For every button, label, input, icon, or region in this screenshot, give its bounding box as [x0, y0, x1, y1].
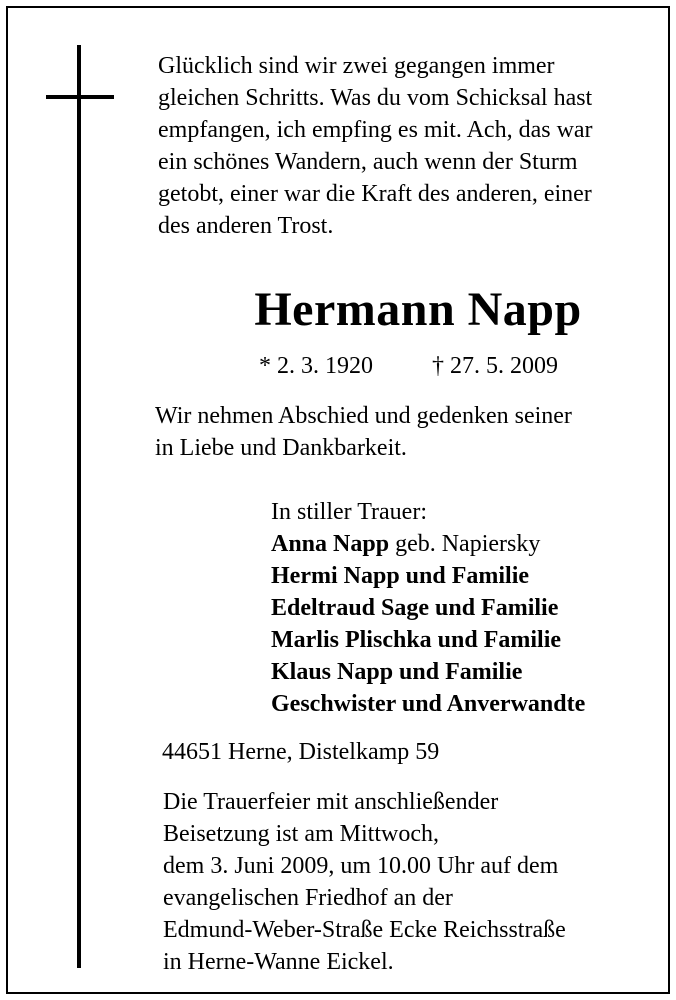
mourner-spouse-maiden-name: geb. Napiersky: [389, 531, 541, 557]
address-text: [162, 736, 439, 768]
mourner-family: Marlis Plischka und Familie: [271, 627, 562, 653]
mourner-family: Klaus Napp und Familie: [271, 659, 523, 685]
poem-line: Glücklich sind wir zwei gegangen immer: [158, 53, 555, 79]
farewell-text: [155, 400, 572, 464]
poem-text: [158, 50, 593, 242]
mourners-list: [271, 496, 585, 720]
ceremony-line: Edmund-Weber-Straße Ecke Reichsstraße: [163, 917, 566, 943]
mourners-intro: In stiller Trauer:: [271, 499, 427, 525]
mourner-family: Edeltraud Sage und Familie: [271, 595, 559, 621]
mourner-spouse: [271, 528, 585, 560]
farewell-line: in Liebe und Dankbarkeit.: [155, 435, 407, 461]
poem-line: ein schönes Wandern, auch wenn der Sturm: [158, 149, 578, 175]
mourner-family: Hermi Napp und Familie: [271, 563, 530, 589]
mourner-spouse-name: Anna Napp: [271, 531, 390, 557]
address-line: 44651 Herne, Distelkamp 59: [162, 739, 440, 765]
ceremony-line: Die Trauerfeier mit anschließender: [163, 789, 499, 815]
birth-date: * 2. 3. 1920: [259, 353, 373, 379]
poem-line: des anderen Trost.: [158, 213, 334, 239]
ceremony-text: [163, 786, 566, 978]
mourner-family: Geschwister und Anverwandte: [271, 691, 586, 717]
farewell-line: Wir nehmen Abschied und gedenken seiner: [155, 403, 572, 429]
death-date: † 27. 5. 2009: [432, 353, 558, 379]
ceremony-line: dem 3. Juni 2009, um 10.00 Uhr auf dem: [163, 853, 559, 879]
poem-line: getobt, einer war die Kraft des anderen, einer: [158, 181, 592, 207]
cross-vertical-bar: [77, 45, 81, 968]
cross-horizontal-bar: [46, 95, 114, 99]
poem-line: empfangen, ich empfing es mit. Ach, das war: [158, 117, 593, 143]
ceremony-line: Beisetzung ist am Mittwoch,: [163, 821, 439, 847]
ceremony-line: in Herne-Wanne Eickel.: [163, 949, 394, 975]
ceremony-line: evangelischen Friedhof an der: [163, 885, 453, 911]
deceased-name: Hermann Napp: [254, 283, 582, 336]
poem-line: gleichen Schritts. Was du vom Schicksal hast: [158, 85, 593, 111]
